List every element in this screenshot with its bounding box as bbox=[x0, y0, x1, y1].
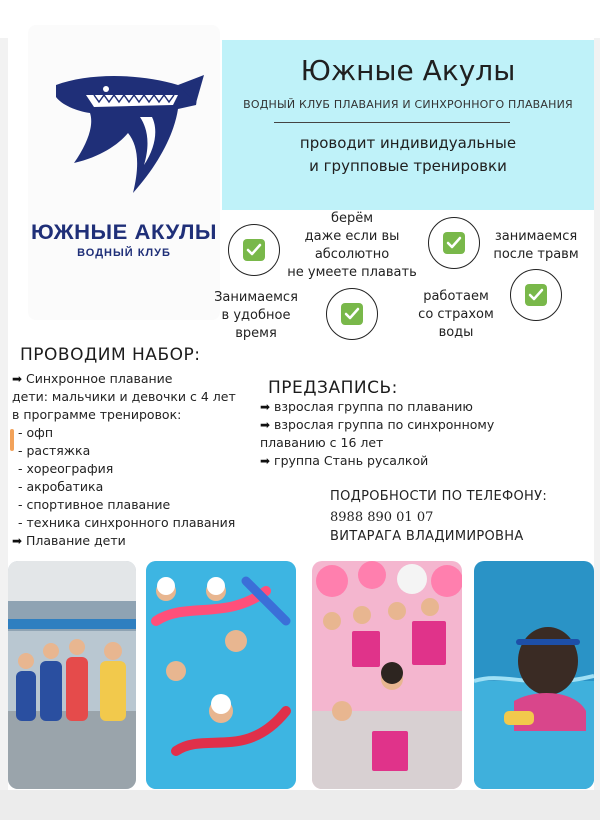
brand-offer bbox=[222, 132, 594, 178]
feature-fear-of-water: работаем со страхом воды bbox=[418, 289, 494, 340]
divider bbox=[274, 122, 510, 123]
right-arrow-icon: ➡ bbox=[12, 372, 23, 386]
right-arrow-icon: ➡ bbox=[260, 454, 271, 468]
list-item: - акробатика bbox=[18, 479, 104, 494]
check-circle bbox=[228, 224, 280, 276]
logo-card bbox=[28, 25, 220, 320]
screen-bottom-bar bbox=[0, 790, 600, 820]
list-item: ➡ взрослая группа по плаванию bbox=[260, 399, 473, 414]
feature-no-swim-skills: берём даже если вы абсолютно не умеете плавать bbox=[287, 211, 417, 280]
offer-line-2: и групповые тренировки bbox=[309, 157, 507, 175]
list-item: в программе тренировок: bbox=[12, 407, 182, 422]
offer-line-1: проводит индивидуальные bbox=[299, 134, 517, 152]
brand-tagline: ВОДНЫЙ КЛУБ ПЛАВАНИЯ И СИНХРОННОГО ПЛАВАНИЯ bbox=[243, 98, 573, 111]
right-arrow-icon: ➡ bbox=[12, 534, 23, 548]
shark-logo-icon bbox=[28, 25, 220, 215]
list-item: - спортивное плавание bbox=[18, 497, 171, 512]
list-item: ➡ Синхронное плавание bbox=[12, 371, 173, 386]
photo-swimmer-in-water bbox=[474, 561, 594, 789]
photo-kids-poolside bbox=[8, 561, 136, 789]
contact-name: ВИТАРАГА ВЛАДИМИРОВНА bbox=[330, 529, 524, 544]
right-arrow-icon: ➡ bbox=[260, 418, 271, 432]
feature-after-injury: занимаемся после травм bbox=[493, 229, 579, 262]
list-item: - техника синхронного плавания bbox=[18, 515, 236, 530]
brand-name: Южные Акулы bbox=[300, 54, 516, 87]
list-item: - растяжка bbox=[18, 443, 91, 458]
check-mark-icon bbox=[246, 243, 262, 257]
check-circle bbox=[510, 269, 562, 321]
photo-kids-in-pool bbox=[146, 561, 296, 789]
preregistration-heading: ПРЕДЗАПИСЬ: bbox=[268, 378, 398, 398]
check-circle bbox=[428, 217, 480, 269]
list-item: - хореография bbox=[18, 461, 114, 476]
check-circle bbox=[326, 288, 378, 340]
header-panel bbox=[222, 40, 594, 210]
recruitment-heading: ПРОВОДИМ НАБОР: bbox=[20, 345, 201, 365]
feature-flexible-time: Занимаемся в удобное время bbox=[214, 290, 298, 341]
list-item: дети: мальчики и девочки с 4 лет bbox=[12, 389, 236, 404]
check-mark-icon bbox=[344, 307, 360, 321]
list-item: ➡ взрослая группа по синхронному bbox=[260, 417, 495, 432]
list-item: ➡ группа Стань русалкой bbox=[260, 453, 429, 468]
check-mark-icon bbox=[528, 288, 544, 302]
list-item: - офп bbox=[18, 425, 53, 440]
logo-subtitle: ВОДНЫЙ КЛУБ bbox=[77, 247, 171, 259]
contact-label: ПОДРОБНОСТИ ПО ТЕЛЕФОНУ: bbox=[330, 489, 548, 504]
right-arrow-icon: ➡ bbox=[260, 400, 271, 414]
logo-title: ЮЖНЫЕ АКУЛЫ bbox=[30, 221, 218, 244]
contact-phone[interactable]: 8988 890 01 07 bbox=[330, 510, 434, 525]
photo-girls-with-certificates bbox=[312, 561, 462, 789]
list-item: плаванию с 16 лет bbox=[260, 435, 384, 450]
preregistration-list bbox=[260, 398, 580, 470]
check-mark-icon bbox=[446, 236, 462, 250]
list-item: ➡ Плавание дети bbox=[12, 533, 126, 548]
recruitment-list bbox=[12, 370, 272, 550]
